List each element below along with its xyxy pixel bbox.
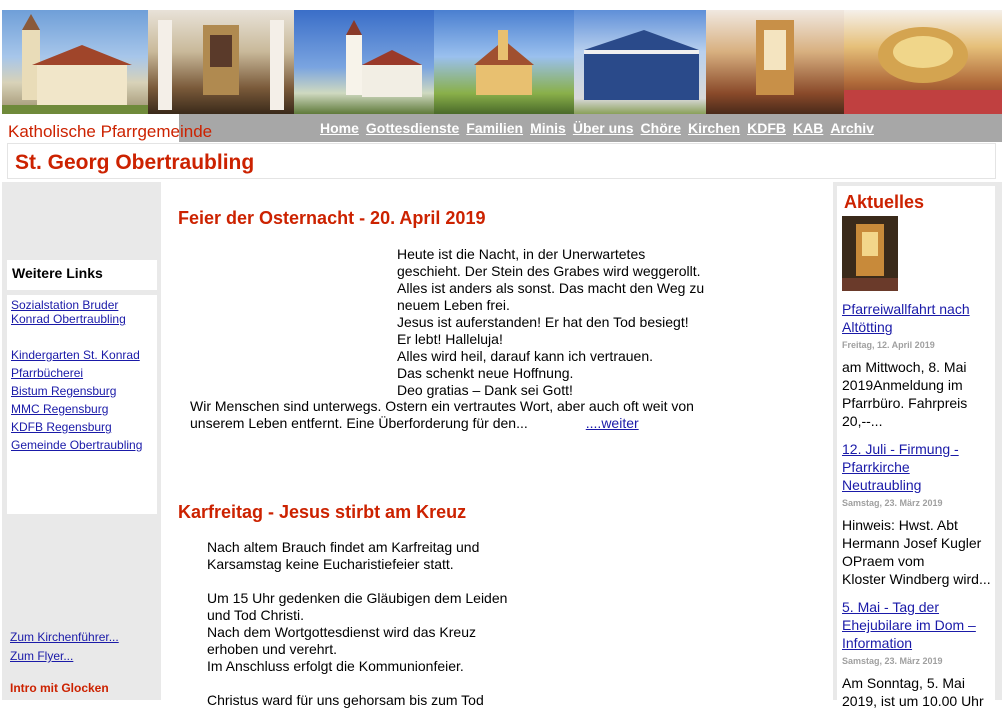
text-spacer — [207, 573, 507, 590]
news-date: Freitag, 12. April 2019 — [842, 340, 935, 350]
left-sidebar — [2, 182, 161, 700]
teaser-line: Hermann Josef Kugler — [842, 535, 982, 551]
body-line: Wir Menschen sind unterwegs. Ostern ein vertrautes Wort, aber auch oft weit von — [190, 398, 694, 414]
teaser-line: OPraem vom — [842, 553, 925, 569]
site-title: St. Georg Obertraubling — [15, 151, 255, 174]
news-link-wallfahrt[interactable]: Pfarreiwallfahrt nach Altötting — [842, 301, 970, 335]
main-content — [163, 182, 831, 708]
poem-line: geschieht. Der Stein des Grabes wird weggerollt. — [397, 263, 701, 279]
poem-line: Er lebt! Halleluja! — [397, 331, 503, 347]
text-spacer — [207, 675, 507, 692]
text-line: Nach dem Wortgottesdienst wird das Kreuz — [207, 624, 476, 640]
link-pfarrbuecherei[interactable]: Pfarrbücherei — [11, 366, 84, 380]
link-bistum-regensburg[interactable]: Bistum Regensburg — [11, 384, 117, 398]
banner-photo-church-interior — [706, 10, 844, 114]
text-line: Nach altem Brauch findet am Karfreitag und — [207, 539, 480, 555]
article-title-osternacht[interactable]: Feier der Osternacht - 20. April 2019 — [178, 208, 486, 228]
poem-line: Das schenkt neue Hoffnung. — [397, 365, 574, 381]
nav-choere[interactable]: Chöre — [640, 120, 681, 136]
teaser-line: 2019, ist um 10.00 Uhr — [842, 693, 984, 709]
nav-minis[interactable]: Minis — [530, 120, 566, 136]
right-sidebar — [833, 182, 1002, 709]
weiter-link[interactable]: ....weiter — [585, 415, 639, 431]
teaser-line: Am Sonntag, 5. Mai — [842, 675, 965, 691]
news-thumbnail-altoetting[interactable] — [842, 216, 898, 291]
text-line: Um 15 Uhr gedenken die Gläubigen dem Leiden — [207, 590, 508, 606]
link-kindergarten[interactable]: Kindergarten St. Konrad — [11, 348, 140, 362]
text-line: und Tod Christi. — [207, 607, 305, 623]
poem-line: Jesus ist auferstanden! Er hat den Tod besiegt! — [397, 314, 689, 330]
teaser-line: Pfarrbüro. Fahrpreis — [842, 395, 968, 411]
poem-line: Alles ist anders als sonst. Das macht den Weg zu — [397, 280, 705, 296]
link-kirchenfuehrer[interactable]: Zum Kirchenführer... — [10, 630, 119, 644]
nav-gottesdienste[interactable]: Gottesdienste — [365, 120, 460, 136]
site-subtitle: Katholische Pfarrgemeinde — [8, 122, 213, 141]
poem-line: Deo gratias – Dank sei Gott! — [397, 382, 573, 398]
text-line: erhoben und verehrt. — [207, 641, 337, 657]
banner-photo-chapel — [434, 10, 574, 114]
news-teaser-wallfahrt — [842, 358, 967, 430]
site-title-bar — [7, 143, 996, 179]
link-gemeinde-obertraubling[interactable]: Gemeinde Obertraubling — [11, 438, 143, 452]
news-date: Samstag, 23. März 2019 — [842, 656, 943, 666]
header-banner — [2, 10, 1002, 114]
nav-kirchen[interactable]: Kirchen — [687, 120, 741, 136]
link-flyer[interactable]: Zum Flyer... — [10, 649, 74, 663]
article-text-karfreitag — [207, 539, 507, 709]
links-heading: Weitere Links — [12, 265, 103, 281]
intro-glocken-label[interactable]: Intro mit Glocken — [10, 681, 109, 695]
link-kdfb-regensburg[interactable]: KDFB Regensburg — [11, 420, 112, 434]
body-line: unserem Leben entfernt. Eine Überforderung für den... — [190, 415, 528, 431]
text-line: Christus ward für uns gehorsam bis zum Tod — [207, 692, 484, 708]
news-box — [837, 186, 995, 709]
news-heading: Aktuelles — [844, 192, 925, 212]
teaser-line: Kloster Windberg wird... — [842, 571, 991, 587]
news-teaser-ehejubilare — [842, 674, 984, 710]
main-navigation — [179, 114, 1002, 142]
banner-photo-harvest-crown — [844, 10, 1002, 114]
nav-ueber-uns[interactable]: Über uns — [572, 120, 634, 136]
poem-line: Alles wird heil, darauf kann ich vertrauen. — [397, 348, 654, 364]
article-body-osternacht — [190, 398, 694, 432]
link-sozialstation[interactable]: Sozialstation Bruder Konrad Obertraubling — [11, 298, 126, 326]
nav-kab[interactable]: KAB — [793, 120, 824, 136]
news-link-firmung[interactable]: 12. Juli - Firmung - Pfarrkirche Neutraubling — [842, 441, 959, 493]
article-poem-osternacht — [397, 246, 704, 399]
teaser-line: am Mittwoch, 8. Mai — [842, 359, 967, 375]
links-list — [7, 295, 157, 514]
poem-line: Heute ist die Nacht, in der Unerwartetes — [397, 246, 646, 262]
banner-photo-church-tower — [294, 10, 434, 114]
nav-kdfb[interactable]: KDFB — [747, 120, 786, 136]
text-line: Karsamstag keine Eucharistiefeier statt. — [207, 556, 454, 572]
news-date: Samstag, 23. März 2019 — [842, 498, 943, 508]
banner-photo-church-exterior — [2, 10, 148, 114]
banner-photo-modern-building — [574, 10, 706, 114]
links-heading-box — [7, 260, 157, 290]
nav-familien[interactable]: Familien — [466, 120, 524, 136]
teaser-line: 2019Anmeldung im — [842, 377, 963, 393]
text-line: Im Anschluss erfolgt die Kommunionfeier. — [207, 658, 464, 674]
poem-line: neuem Leben frei. — [397, 297, 510, 313]
teaser-line: Hinweis: Hwst. Abt — [842, 517, 958, 533]
article-title-karfreitag[interactable]: Karfreitag - Jesus stirbt am Kreuz — [178, 502, 467, 522]
link-mmc-regensburg[interactable]: MMC Regensburg — [11, 402, 109, 416]
banner-photo-altar — [148, 10, 294, 114]
nav-home[interactable]: Home — [320, 120, 359, 136]
teaser-line: 20,--... — [842, 413, 883, 429]
nav-archiv[interactable]: Archiv — [830, 120, 874, 136]
news-teaser-firmung — [842, 516, 991, 588]
news-link-ehejubilare[interactable]: 5. Mai - Tag der Ehejubilare im Dom – Information — [842, 599, 976, 651]
